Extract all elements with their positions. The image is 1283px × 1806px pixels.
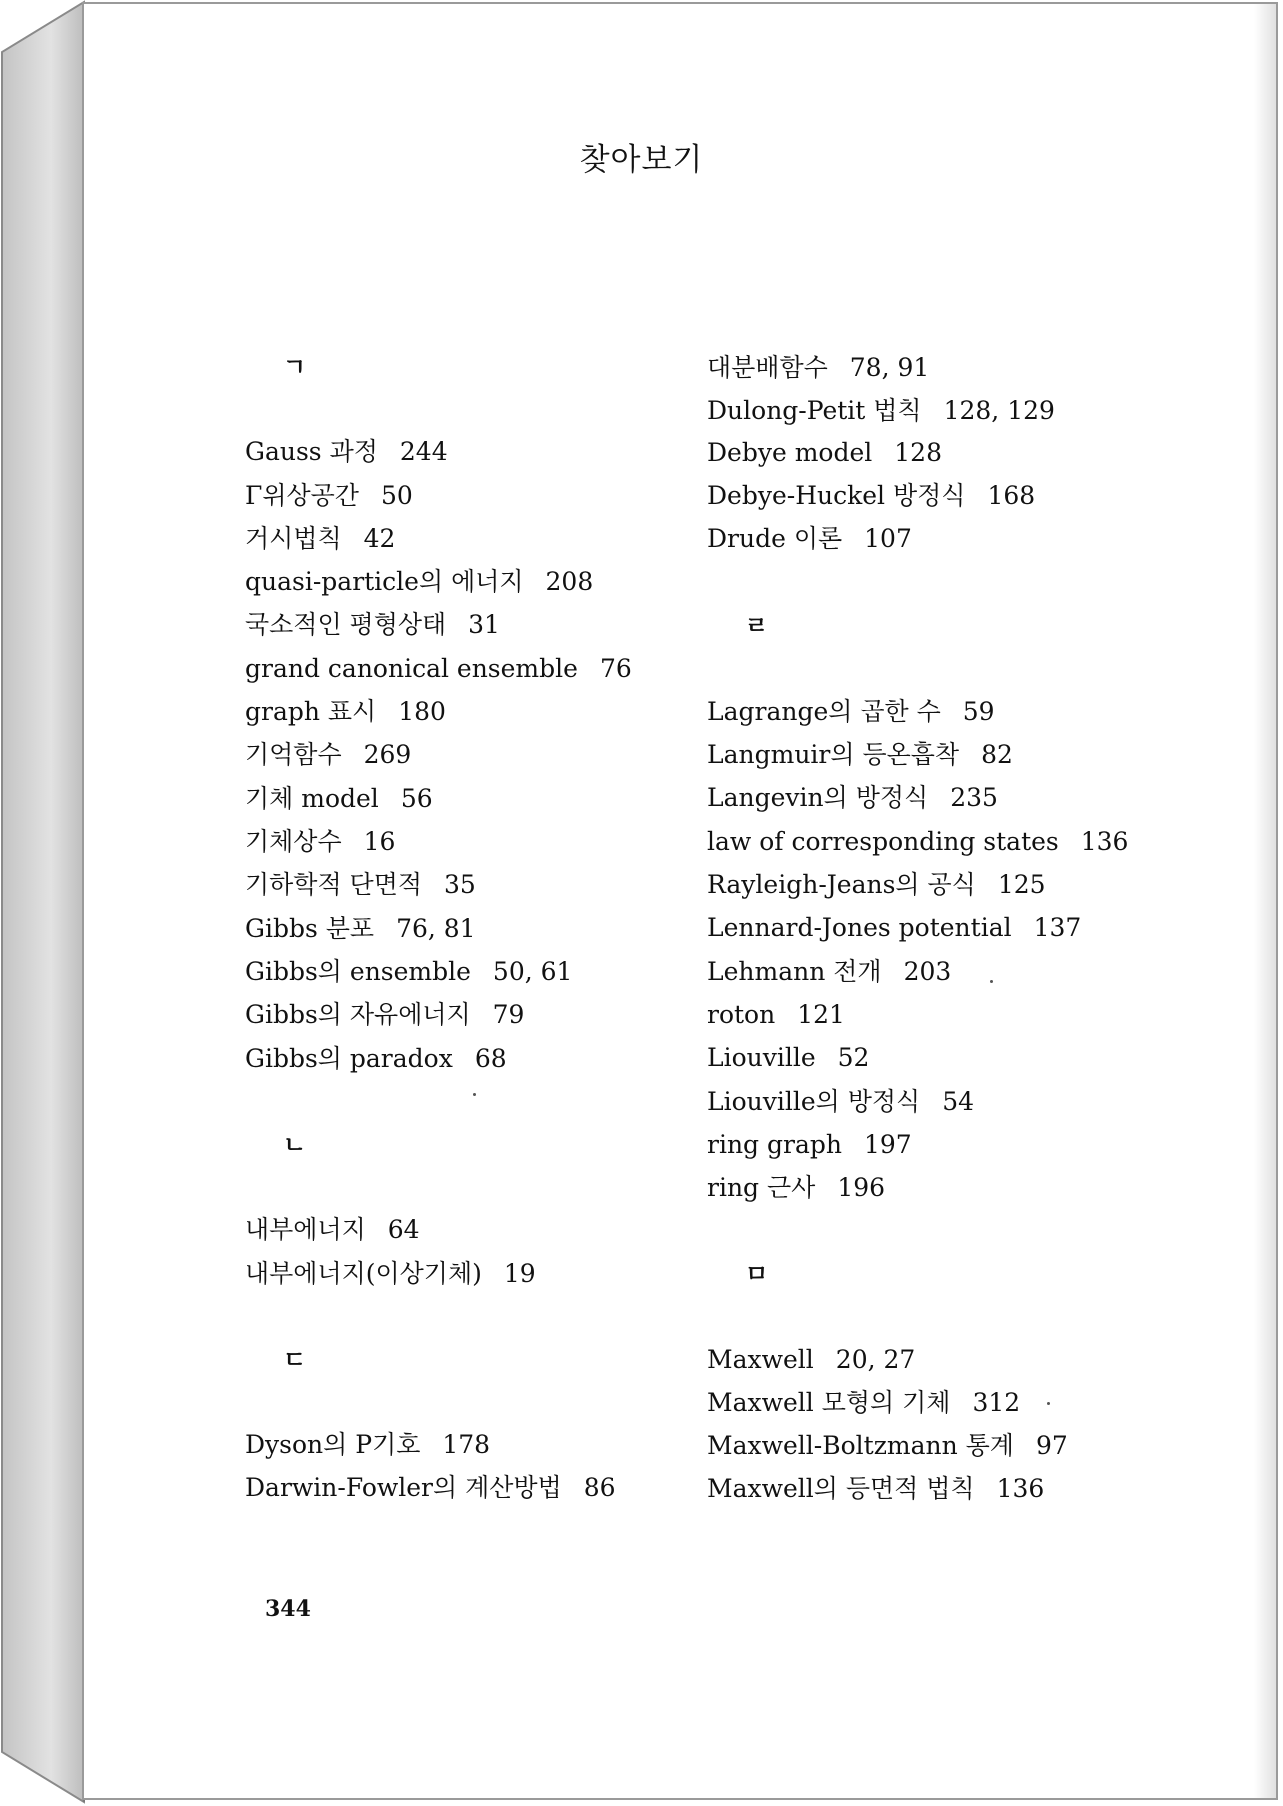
section-heading: ㄹ — [745, 612, 769, 640]
index-term: grand canonical ensemble — [245, 654, 578, 683]
index-term: Gibbs의 자유에너지 — [245, 1000, 471, 1029]
index-page-refs: 35 — [444, 870, 476, 899]
index-term: Langevin의 방정식 — [707, 783, 929, 812]
index-page-refs: 86 — [583, 1473, 616, 1502]
index-entry — [245, 827, 395, 857]
index-term: 대분배함수 — [707, 353, 828, 382]
index-entry — [707, 697, 995, 727]
index-page-refs: 78, 91 — [849, 353, 930, 382]
index-term: Debye model — [707, 438, 873, 467]
index-entry — [707, 481, 1035, 511]
index-page-refs: 269 — [363, 740, 412, 769]
index-term: Liouville — [707, 1043, 816, 1072]
index-page-refs: 68 — [474, 1044, 507, 1073]
index-page-refs: 136 — [996, 1474, 1045, 1503]
index-page — [82, 2, 1278, 1800]
print-speck — [473, 1093, 476, 1096]
print-speck — [1047, 1402, 1050, 1405]
index-page-refs: 168 — [987, 481, 1036, 510]
index-entry — [707, 1474, 1044, 1504]
index-entry — [245, 740, 411, 770]
index-page-refs: 16 — [363, 827, 396, 856]
index-page-refs: 136 — [1080, 827, 1129, 856]
index-page-refs: 203 — [903, 957, 952, 986]
index-entry — [707, 870, 1046, 900]
index-term: Debye-Huckel 방정식 — [707, 481, 966, 510]
index-term: Lagrange의 곱한 수 — [707, 697, 941, 726]
index-term: Maxwell 모형의 기체 — [707, 1388, 951, 1417]
index-page-refs: 31 — [468, 610, 500, 639]
index-page-refs: 121 — [797, 1000, 845, 1029]
index-page-refs: 19 — [503, 1259, 536, 1288]
index-term: Maxwell-Boltzmann 통계 — [707, 1431, 1014, 1460]
index-entry — [707, 353, 929, 383]
index-page-refs: 56 — [400, 784, 433, 813]
index-entry — [707, 1000, 845, 1030]
index-term: 거시법칙 — [245, 524, 342, 553]
index-entry — [707, 1431, 1068, 1461]
index-term: Liouville의 방정식 — [707, 1087, 921, 1116]
index-term: Dulong-Petit 법칙 — [707, 396, 922, 425]
section-heading: ㄴ — [283, 1131, 307, 1159]
section-heading: ㄱ — [283, 353, 307, 381]
index-term: roton — [707, 1000, 776, 1029]
index-entry — [707, 957, 951, 987]
index-page-refs: 97 — [1035, 1431, 1068, 1460]
index-entry — [245, 437, 448, 467]
index-term: ring 근사 — [707, 1173, 816, 1202]
index-entry — [707, 396, 1055, 426]
index-entry — [245, 957, 572, 987]
index-term: Gibbs 분포 — [245, 914, 375, 943]
index-term: Gibbs의 ensemble — [245, 957, 471, 986]
index-entry — [707, 740, 1013, 770]
index-page-refs: 244 — [399, 437, 448, 466]
index-entry — [707, 913, 1081, 943]
index-entry — [245, 784, 433, 814]
index-entry — [245, 914, 476, 944]
index-page-refs: 197 — [863, 1130, 912, 1159]
index-entry — [245, 1430, 490, 1460]
index-page-refs: 312 — [972, 1388, 1021, 1417]
index-entry — [245, 1215, 420, 1245]
index-page-refs: 107 — [864, 524, 912, 553]
index-term: 내부에너지 — [245, 1215, 366, 1244]
index-term: graph 표시 — [245, 697, 377, 726]
page-title: 찾아보기 — [579, 142, 704, 178]
index-entry — [707, 1345, 915, 1375]
index-term: Dyson의 P기호 — [245, 1430, 421, 1459]
index-term: quasi-particle의 에너지 — [245, 567, 524, 596]
index-entry — [707, 1043, 869, 1073]
index-term: Drude 이론 — [707, 524, 843, 553]
index-page-refs: 180 — [398, 697, 446, 726]
index-entry — [707, 1087, 974, 1117]
section-heading: ㄷ — [283, 1346, 307, 1374]
index-entry — [707, 524, 912, 554]
index-term: 기체 model — [245, 784, 379, 813]
index-entry — [245, 481, 413, 511]
index-page-refs: 50, 61 — [492, 957, 573, 986]
index-term: Darwin-Fowler의 계산방법 — [245, 1473, 562, 1502]
index-page-refs: 125 — [997, 870, 1046, 899]
index-entry — [245, 697, 446, 727]
index-page-refs: 50 — [380, 481, 413, 510]
index-page-refs: 196 — [837, 1173, 886, 1202]
index-entry — [245, 1044, 507, 1074]
index-entry — [245, 610, 500, 640]
index-term: Maxwell의 등면적 법칙 — [707, 1474, 975, 1503]
index-entry — [245, 1473, 616, 1503]
index-entry — [707, 1388, 1020, 1418]
index-term: Rayleigh-Jeans의 공식 — [707, 870, 976, 899]
index-entry — [245, 870, 476, 900]
index-entry — [245, 524, 395, 554]
index-term: Lennard-Jones potential — [707, 913, 1012, 942]
index-entry — [245, 1000, 524, 1030]
index-page-refs: 235 — [950, 783, 998, 812]
book-spine — [0, 0, 90, 1806]
page-edge-shadow — [1254, 4, 1276, 1798]
index-entry — [707, 783, 998, 813]
index-entry — [245, 567, 593, 597]
index-term: 국소적인 평형상태 — [245, 610, 447, 639]
print-speck — [990, 980, 993, 983]
index-entry — [707, 1130, 912, 1160]
index-page-refs: 54 — [942, 1087, 975, 1116]
index-entry — [707, 438, 942, 468]
index-page-refs: 76 — [599, 654, 632, 683]
index-page-refs: 82 — [981, 740, 1013, 769]
index-page-refs: 76, 81 — [396, 914, 476, 943]
index-page-refs: 137 — [1033, 913, 1082, 942]
page-number: 344 — [265, 1596, 311, 1622]
section-heading: ㅁ — [745, 1260, 769, 1288]
index-term: 기하학적 단면적 — [245, 870, 422, 899]
index-entry — [245, 1259, 536, 1289]
index-term: Langmuir의 등온흡착 — [707, 740, 960, 769]
index-entry — [707, 1173, 885, 1203]
index-page-refs: 208 — [545, 567, 594, 596]
index-page-refs: 128 — [894, 438, 942, 467]
index-term: Lehmann 전개 — [707, 957, 882, 986]
index-page-refs: 178 — [442, 1430, 491, 1459]
index-page-refs: 42 — [363, 524, 396, 553]
index-term: ring graph — [707, 1130, 842, 1159]
index-page-refs: 79 — [492, 1000, 525, 1029]
index-term: 내부에너지(이상기체) — [245, 1259, 482, 1288]
index-term: Γ위상공간 — [245, 481, 359, 510]
index-term: law of corresponding states — [707, 827, 1059, 856]
index-page-refs: 128, 129 — [943, 396, 1055, 425]
index-term: 기체상수 — [245, 827, 342, 856]
index-term: Maxwell — [707, 1345, 814, 1374]
index-term: 기억함수 — [245, 740, 342, 769]
index-term: Gibbs의 paradox — [245, 1044, 453, 1073]
index-page-refs: 20, 27 — [835, 1345, 916, 1374]
index-page-refs: 64 — [387, 1215, 420, 1244]
index-page-refs: 52 — [837, 1043, 870, 1072]
index-term: Gauss 과정 — [245, 437, 378, 466]
index-entry — [245, 654, 632, 684]
index-page-refs: 59 — [962, 697, 995, 726]
index-entry — [707, 827, 1128, 857]
